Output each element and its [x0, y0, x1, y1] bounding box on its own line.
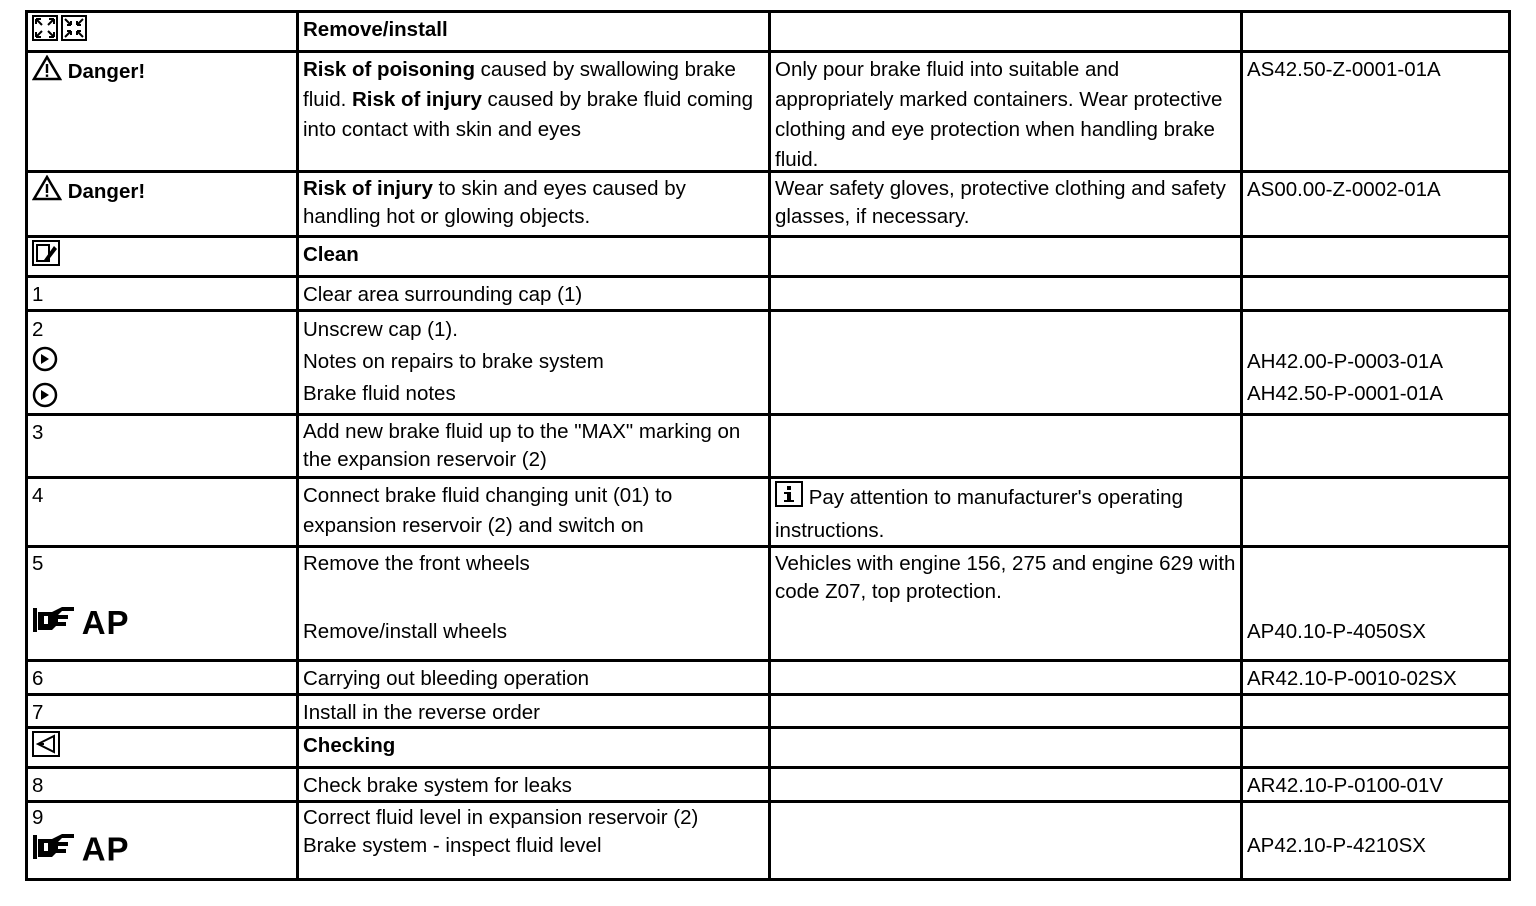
- step-number: 4: [32, 484, 44, 507]
- step-number-cell: [28, 803, 296, 878]
- pointing-hand-icon: [32, 604, 76, 642]
- document-reference[interactable]: AS00.00-Z-0002-01A: [1240, 173, 1514, 235]
- step-number: 6: [32, 667, 44, 690]
- step-number: 3: [32, 421, 44, 444]
- notes-cell: [768, 662, 1240, 693]
- danger-cell: [28, 53, 296, 170]
- step-instruction: Check brake system for leaks: [296, 769, 768, 800]
- table-row: [28, 53, 1508, 173]
- table-row: [28, 479, 1508, 548]
- step-number-cell: [28, 548, 296, 659]
- reference-cell: [1240, 13, 1514, 50]
- table-row: [28, 278, 1508, 312]
- notes-cell: [768, 729, 1240, 766]
- step-number: 2: [32, 318, 44, 341]
- reference-cell: [1240, 696, 1514, 726]
- step-instruction: Connect brake fluid changing unit (01) to expansion reservoir (2) and switch on: [296, 479, 768, 545]
- table-row: [28, 769, 1508, 803]
- table-row: [28, 662, 1508, 696]
- step-number: 5: [32, 552, 44, 575]
- document-reference[interactable]: AH42.00-P-0003-01A: [1247, 350, 1444, 373]
- table-row: [28, 696, 1508, 729]
- notes-cell: [768, 696, 1240, 726]
- table-row: [28, 548, 1508, 662]
- notes-cell: [768, 769, 1240, 800]
- document-reference[interactable]: AP42.10-P-4210SX: [1247, 834, 1426, 857]
- step-instruction: Add new brake fluid up to the "MAX" marking on the expansion reservoir (2): [296, 416, 768, 476]
- danger-cell: [28, 173, 296, 235]
- reference-cell: [1240, 312, 1514, 413]
- step-icon-cell: [28, 729, 296, 766]
- step-title: Checking: [296, 729, 768, 766]
- document-reference[interactable]: AS42.50-Z-0001-01A: [1240, 53, 1514, 170]
- ap-label: AP: [81, 830, 130, 868]
- warning-triangle-icon: [32, 55, 62, 90]
- step-instruction: Unscrew cap (1). Notes on repairs to brake system Brake fluid notes: [296, 312, 768, 413]
- reference-cell: [1240, 238, 1514, 275]
- step-instruction: Remove the front wheels Remove/install wheels: [296, 548, 768, 659]
- step-instruction: Install in the reverse order: [296, 696, 768, 726]
- document-reference[interactable]: AP40.10-P-4050SX: [1247, 620, 1426, 643]
- notes-cell: [768, 238, 1240, 275]
- table-row: [28, 13, 1508, 53]
- ap-link[interactable]: Brake system - inspect fluid level: [303, 834, 602, 857]
- document-reference[interactable]: AR42.10-P-0010-02SX: [1240, 662, 1514, 693]
- step-number: 1: [32, 283, 44, 306]
- step-icon-cell: [28, 238, 296, 275]
- safety-measure: Only pour brake fluid into suitable and appropriately marked containers. Wear protective clothing and eye protection when handling brake fluid.: [768, 53, 1240, 170]
- table-row: [28, 173, 1508, 238]
- step-title: Clean: [296, 238, 768, 275]
- step-number: 7: [32, 701, 44, 724]
- hazard-description: Risk of poisoning caused by swallowing brake fluid. Risk of injury caused by brake fluid coming into contact with skin and eyes: [296, 53, 768, 170]
- info-icon: [775, 481, 803, 516]
- table-row: [28, 312, 1508, 416]
- document-reference[interactable]: AH42.50-P-0001-01A: [1247, 382, 1444, 405]
- note-link: Notes on repairs to brake system: [303, 350, 604, 373]
- hazard-description: Risk of injury to skin and eyes caused by handling hot or glowing objects.: [296, 173, 768, 235]
- reference-cell: [1240, 803, 1514, 878]
- reference-cell: [1240, 416, 1514, 476]
- step-instruction: Clear area surrounding cap (1): [296, 278, 768, 309]
- pointing-hand-icon: [32, 831, 76, 868]
- step-number: 8: [32, 774, 44, 797]
- notes-cell: [768, 312, 1240, 413]
- step-instruction: Carrying out bleeding operation: [296, 662, 768, 693]
- reference-cell: [1240, 479, 1514, 545]
- table-row: [28, 803, 1508, 878]
- danger-label: Danger!: [67, 59, 146, 83]
- step-instruction: Correct fluid level in expansion reservoir (2) Brake system - inspect fluid level: [296, 803, 768, 878]
- ap-link[interactable]: Remove/install wheels: [303, 620, 507, 643]
- table-row: [28, 238, 1508, 278]
- step-title: Remove/install: [296, 13, 768, 50]
- remove-install-icon: [32, 15, 88, 50]
- notes-cell: [768, 416, 1240, 476]
- notes-cell: [768, 278, 1240, 309]
- safety-measure: Wear safety gloves, protective clothing and safety glasses, if necessary.: [768, 173, 1240, 235]
- note-circle-icon: [32, 346, 58, 382]
- notes-cell: [768, 479, 1240, 545]
- notes-cell: [768, 803, 1240, 878]
- document-reference[interactable]: AR42.10-P-0100-01V: [1240, 769, 1514, 800]
- reference-cell: [1240, 278, 1514, 309]
- checking-icon: [32, 731, 60, 766]
- step-number: 9: [32, 806, 44, 829]
- note-circle-icon: [32, 382, 58, 413]
- repair-procedure-table: [25, 10, 1511, 881]
- step-number-cell: [28, 312, 296, 413]
- reference-cell: [1240, 729, 1514, 766]
- info-note: Pay attention to manufacturer's operating instructions.: [775, 485, 1183, 542]
- notes-cell: Vehicles with engine 156, 275 and engine 629 with code Z07, top protection.: [768, 548, 1240, 659]
- danger-label: Danger!: [67, 179, 146, 203]
- table-row: [28, 729, 1508, 769]
- step-icon-cell: [28, 13, 296, 50]
- notes-cell: [768, 13, 1240, 50]
- table-row: [28, 416, 1508, 479]
- warning-triangle-icon: [32, 175, 62, 210]
- reference-cell: [1240, 548, 1514, 659]
- clean-icon: [32, 240, 60, 275]
- note-link: Brake fluid notes: [303, 382, 456, 405]
- ap-label: AP: [81, 604, 130, 641]
